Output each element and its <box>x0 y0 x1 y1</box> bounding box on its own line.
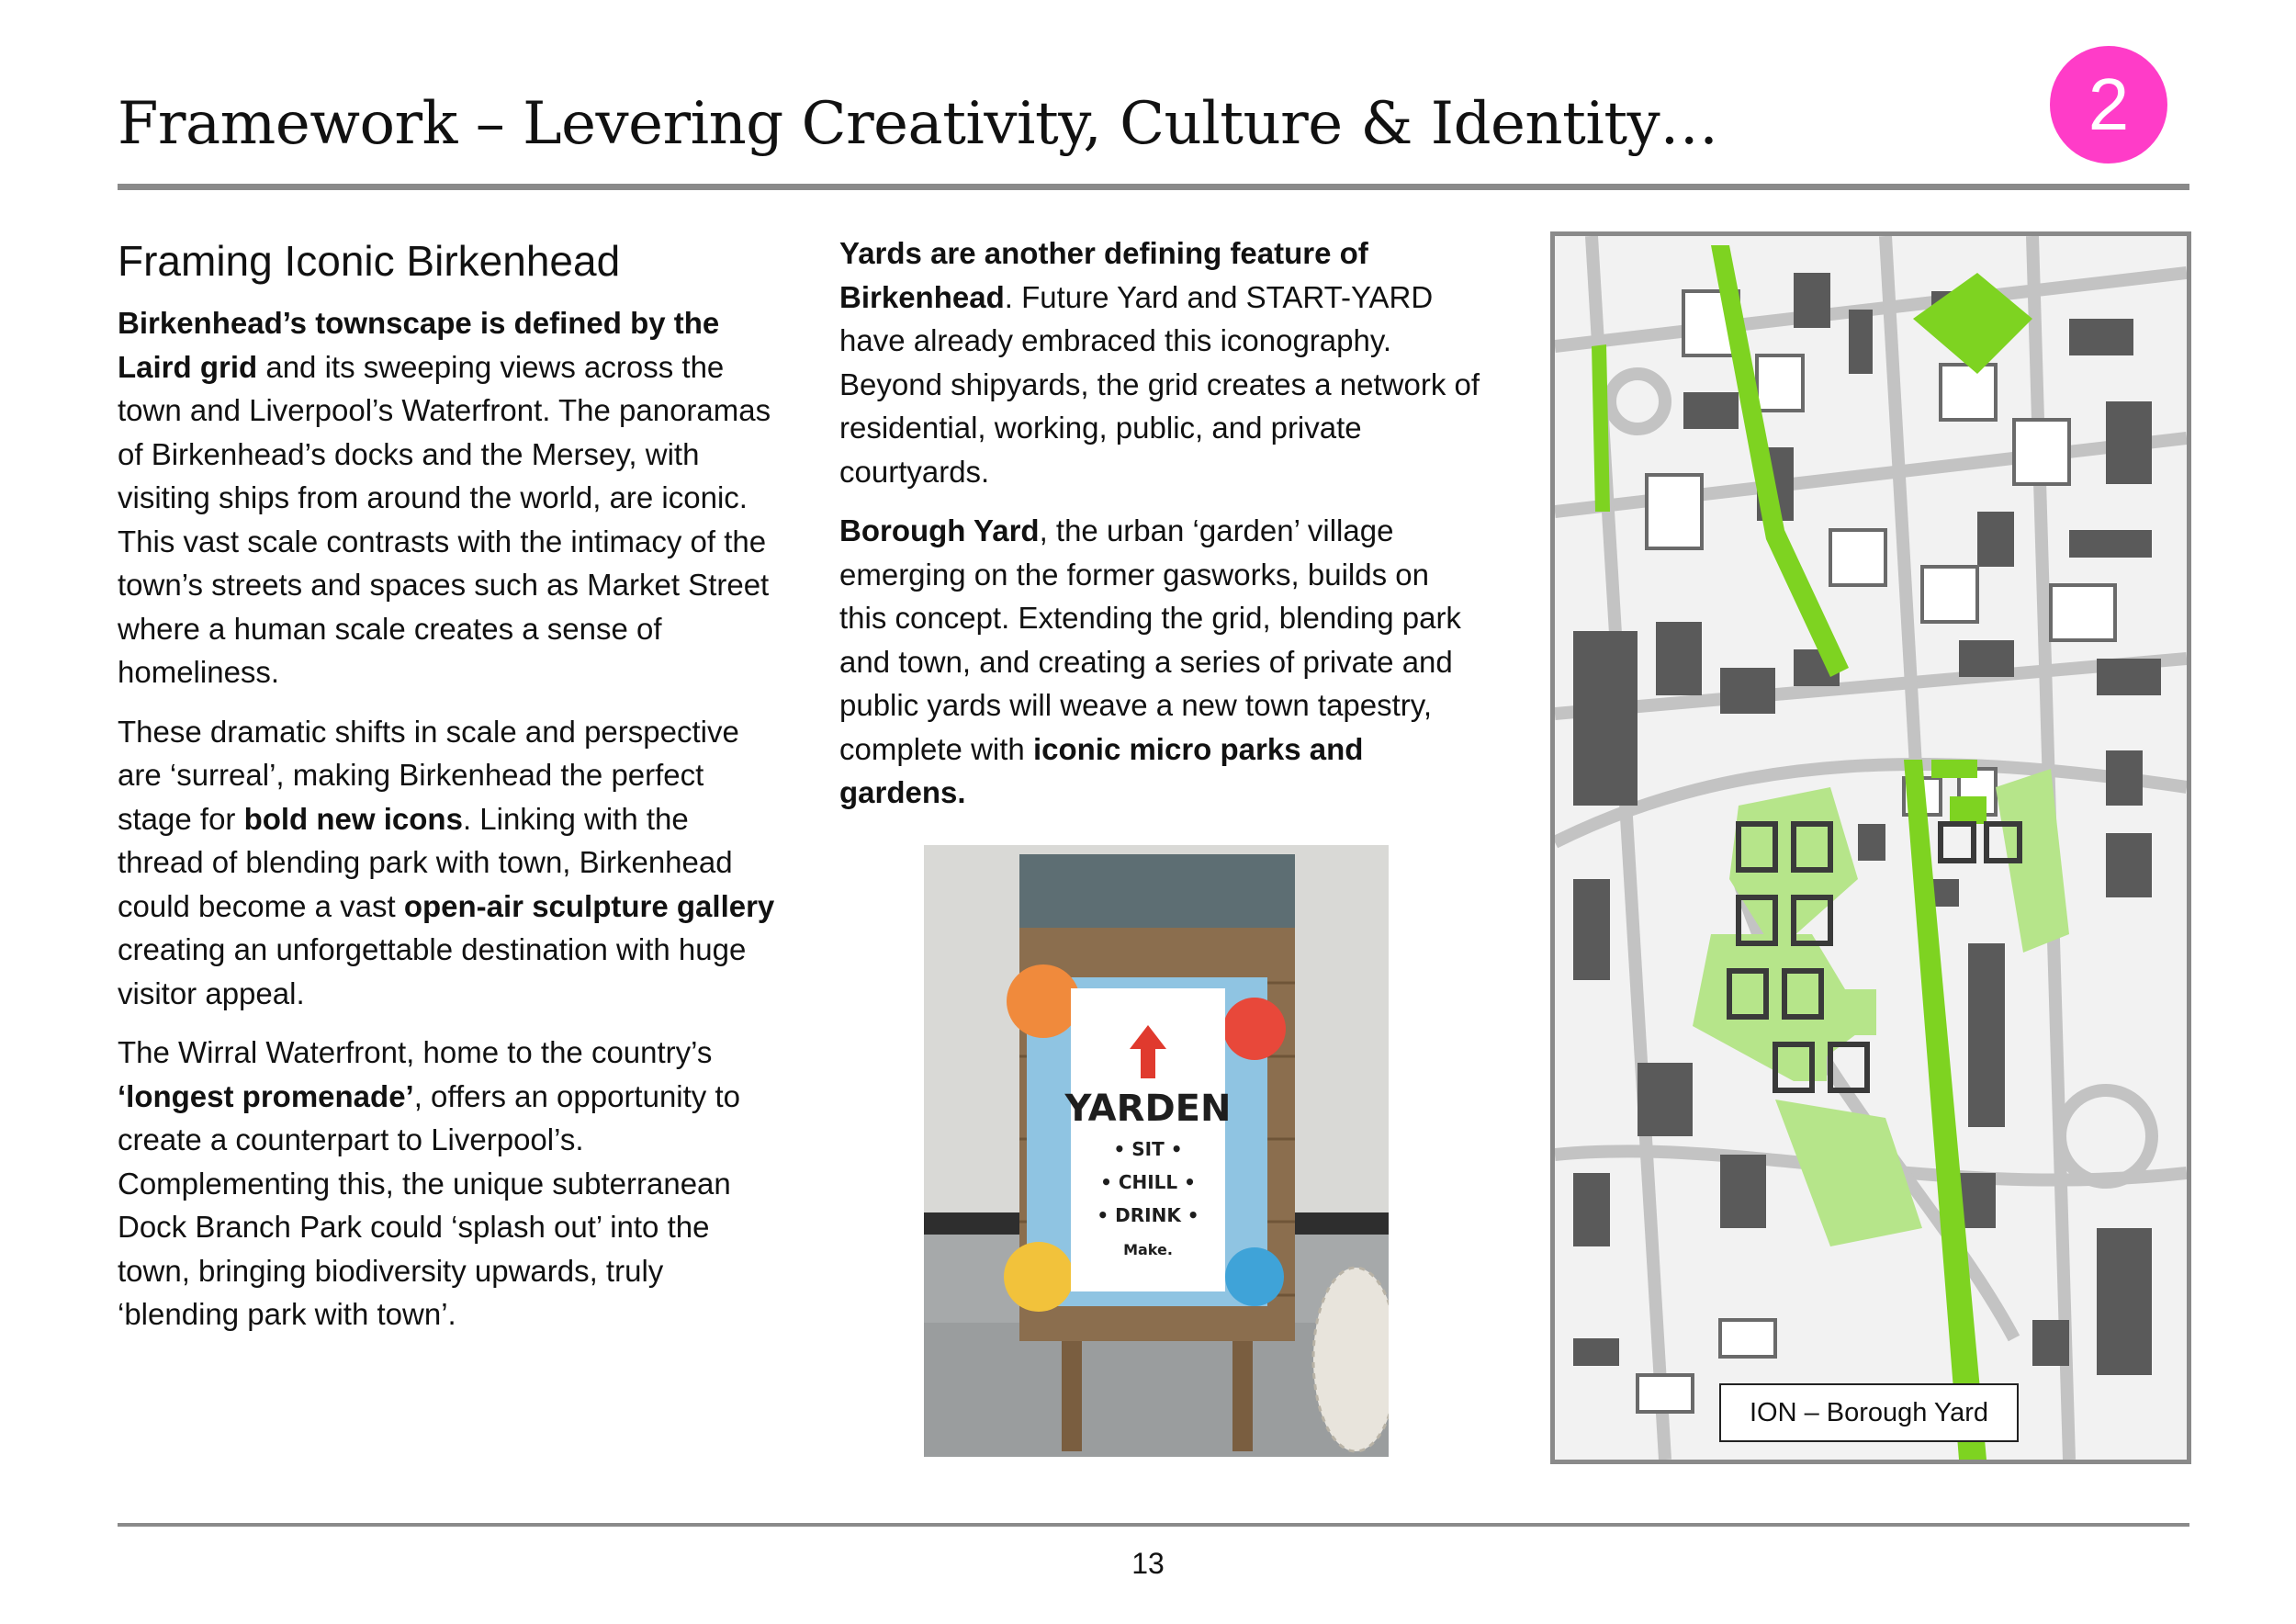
bold-phrase: bold new icons <box>243 801 463 836</box>
sign-item-drink: • DRINK • <box>1097 1204 1199 1226</box>
bold-phrase: Birkenhead’s townscape is defined by the Laird grid <box>118 306 720 384</box>
bold-phrase: ‘longest promenade’ <box>118 1078 414 1113</box>
paragraph-text: , the urban ‘garden’ village emerging on the former gasworks, builds on this concept. Extending the grid, blending park and town, and creating a series of private and public yards will weave a new town tapestry, complete with <box>839 513 1461 766</box>
section-subheading: Framing Iconic Birkenhead <box>118 237 621 285</box>
paragraph-yards <box>839 231 1482 493</box>
paragraph-text: . Future Yard and START-YARD have already embraced this iconography. Beyond shipyards, the grid creates a network of residential, working, public, and private courtyards. <box>839 279 1480 489</box>
site-plan-drawing <box>1555 236 2187 1460</box>
paragraph-text: These dramatic shifts in scale and perspective are ‘surreal’, making Birkenhead the perfect stage for <box>118 714 739 836</box>
bold-phrase: Yards are another defining feature of Birkenhead <box>839 236 1368 314</box>
bold-phrase: Borough Yard <box>839 513 1040 547</box>
section-badge: 2 <box>2050 46 2167 164</box>
footer-divider <box>118 1523 2189 1527</box>
bold-phrase: iconic micro parks and gardens. <box>839 731 1364 809</box>
paragraph-bold-icons <box>118 710 779 1016</box>
middle-column <box>839 231 1482 830</box>
header-divider <box>118 184 2189 190</box>
paragraph-text: The Wirral Waterfront, home to the country’s <box>118 1035 713 1069</box>
sign-brand: Make. <box>1123 1241 1173 1258</box>
page-title: Framework – Levering Creativity, Culture & Identity… <box>118 90 1718 158</box>
yarden-sign-photo <box>924 845 1389 1457</box>
sign-title: YARDEN <box>1064 1088 1232 1130</box>
paragraph-text: . Linking with the thread of blending park with town, Birkenhead could become a vast <box>118 801 733 923</box>
paragraph-borough-yard <box>839 509 1482 815</box>
paragraph-text: creating an unforgettable destination with huge visitor appeal. <box>118 932 747 1010</box>
page-number: 13 <box>1131 1547 1165 1580</box>
paragraph-text: and its sweeping views across the town and Liverpool’s Waterfront. The panoramas of Birkenhead’s docks and the Mersey, with visiting ships from around the world, are iconic. This vast scale contrasts with the intimacy of the town’s streets and spaces such as Market Street where a human scale creates a sense of homeliness. <box>118 349 771 689</box>
paragraph-waterfront <box>118 1031 779 1336</box>
map-caption: ION – Borough Yard <box>1719 1383 2019 1442</box>
bold-phrase: open-air sculpture gallery <box>403 888 775 923</box>
sign-item-sit: • SIT • <box>1113 1138 1183 1160</box>
paragraph-laird-grid <box>118 301 779 694</box>
left-column <box>118 233 779 1352</box>
borough-yard-map <box>1550 231 2191 1464</box>
sign-item-chill: • CHILL • <box>1100 1171 1196 1193</box>
paragraph-text: , offers an opportunity to create a counterpart to Liverpool’s. Complementing this, the unique subterranean Dock Branch Park could ‘splash out’ into the town, bringing biodiversity upwards, truly ‘blending park with town’. <box>118 1078 741 1331</box>
